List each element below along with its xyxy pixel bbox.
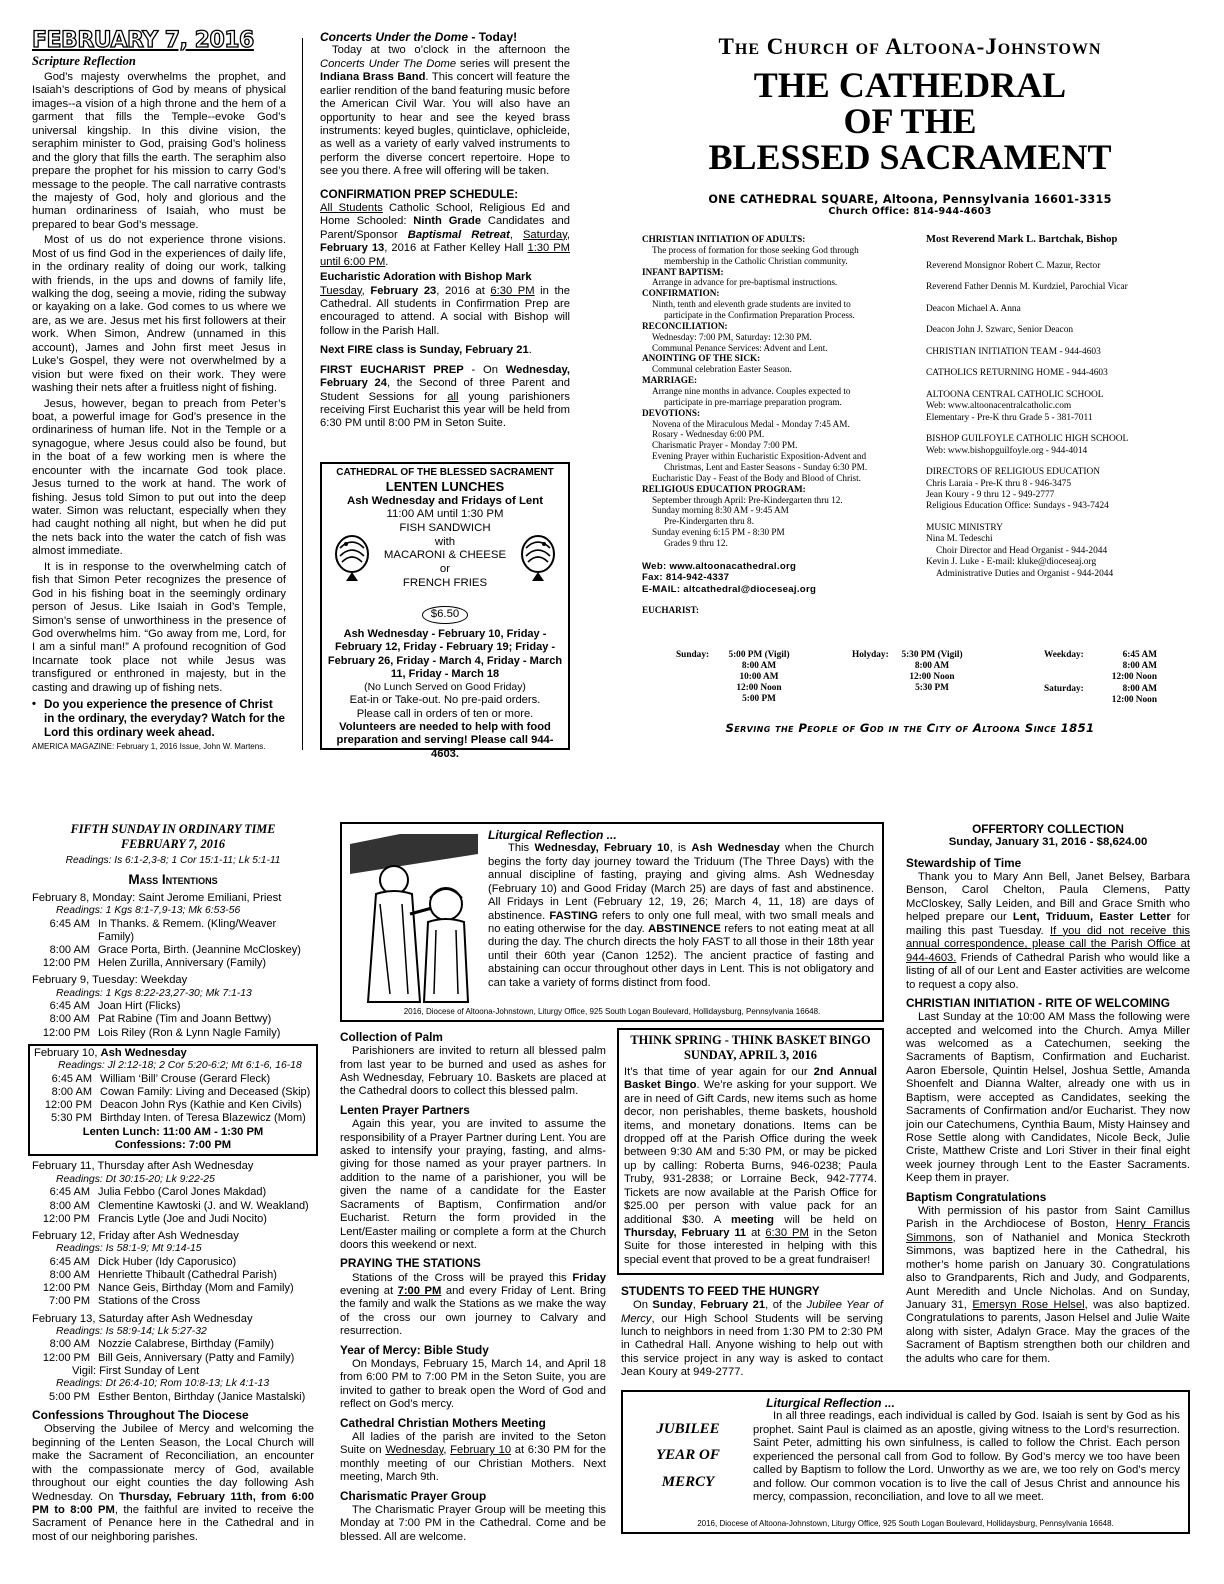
scripture-paragraph: Most of us do not experience throne visions. Most of us find God in the experiences of daily life, in the ordinary reality of doing our work, talking with friends, in the ups and downs of family life, walking the dog, seeing a movie, riding the subway or kayaking on a lake. God comes to us where we are, as we are. Jesus met his first followers at their work. When Simon, Andrew (unnamed in this account), James and John first meet Jesus in Luke’s Gospel, they were not overwhelmed by a vision but were fixed on their work. They were washing their nets after a fruitless night of fishing.	[32, 234, 286, 395]
price-badge: $6.50	[422, 606, 469, 624]
mass-time: 12:00 Noon	[909, 671, 955, 682]
directory-line: membership in the Catholic Christian community.	[664, 255, 848, 266]
masthead	[600, 33, 1220, 218]
directory-line: Sunday morning 8:30 AM - 9:45 AM	[652, 505, 789, 516]
directory-line: participate in the Confirmation Preparation Process.	[664, 310, 855, 321]
scripture-source: AMERICA MAGAZINE: February 1, 2016 Issue, John W. Martens.	[32, 741, 266, 751]
directory-line: Ninth, tenth and eleventh grade students are invited to	[652, 299, 851, 310]
mass-time: 12:00 Noon	[1111, 671, 1157, 682]
confirmation-heading: CONFIRMATION PREP SCHEDULE:	[320, 186, 519, 201]
office-phone: Church Office: 814-944-4603	[828, 206, 992, 218]
liturgical-reflection-box: Liturgical Reflection ... This Wednesday, February 10, is Ash Wednesday when the Church begins the forty day journey toward the Triduum (The Three Days) with the annual discipline of fasting, praying and giving alms. Ash Wednesday (February 10) and Good Friday (March 25) are days of fast and abstinence. All Fridays in Lent (February 12, 19, 26; March 4, 11, 18) are days of abstinence. FASTING refers to only one full meal, with two small meals and no eating otherwise for the day. ABSTINENCE refers to not eating meat at all during the day. The church directs the holy FAST to all those in their 18th year until their 60th year (Canon 1252). The ancient practice of fasting and abstaining can occur throughout other days in Lent. This is not obligatory and can take a variety of forms distinct from food. 2016, Diocese of Altoona-Johnstown, Liturgy Office, 925 South Logan Boulevard, Hollidaysburg, Pennsylvania 16648.	[340, 822, 884, 1022]
directory-line: Eucharistic Day - Feast of the Body and Blood of Christ.	[652, 472, 861, 483]
students-hunger: STUDENTS TO FEED THE HUNGRY On Sunday, February 21, of the Jubilee Year of Mercy, our High School Students will be serving lunch to neighbors in need from 1:30 PM to 2:30 PM in Cathedral Hall. Anyone wishing to help out with this service project in any way is asked to contact Jean Koury at 949-2777.	[621, 1284, 883, 1379]
mass-time: 5:30 PM (Vigil)	[901, 650, 963, 660]
mass-day: February 13, Saturday after Ash Wednesday	[32, 1312, 253, 1325]
lenten-lunches-box: CATHEDRAL OF THE BLESSED SACRAMENT LENTEN LUNCHES Ash Wednesday and Fridays of Lent 11:00 AM until 1:30 PM FISH SANDWICH with MACARONI & CHEESE or FRENCH FRIES $6.50 Ash Wednesday - February 10, Friday - February 12, Friday - February 19; Friday - February 26, Friday - March 4, Friday - March 11, Friday - March 18 (No Lunch Served on Good Friday) Eat-in or Take-out. No pre-paid orders. Please call in orders of ten or more. Volunteers are needed to help with food preparation and serving! Please call 944-4603.	[320, 462, 570, 750]
mass-day: February 11, Thursday after Ash Wednesday	[32, 1160, 254, 1173]
mass-time: 12:00 Noon	[736, 682, 782, 693]
mass-time: 8:00 AM	[914, 660, 950, 671]
concerts-text: Today at two o’clock in the afternoon the Concerts Under The Dome series will present the Indiana Brass Band. This concert will feature the earlier rendition of the band featuring music before the American Civil War. You will also have an opportunity to hear and see the keyed brass instruments: keyed bugles, quinticlave, ophicleide, as well as a variety of early valved instruments to perform the diverse concert repertoire. Hope to see you there. A free will offering will be taken.	[320, 44, 571, 178]
directory-line: Charismatic Prayer - Monday 7:00 PM.	[652, 440, 798, 451]
middle-bottom-left: Collection of Palm Parishioners are invited to return all blessed palm from last year to be burned and used as ashes for Ash Wednesday, February 10. Baskets are placed at the Cathedral doors to collect this blessed palm. Lenten Prayer Partners Again this year, you are invited to assume the responsibility of a Prayer Partner during Lent. You are asked to intensify your praying, fasting, and alms-giving for those named as your prayer partners. In addition to the name of a parishioner, you will be given the name of a candidate for the Easter Sacraments of Baptism, Confirmation and/or Eucharist. Return the form provided in the Lent/Easter mailing or complete a form at the Church doors this weekend or next. PRAYING THE STATIONS Stations of the Cross will be prayed this Friday evening at 7:00 PM and every Friday of Lent. Bring the family and walk the Stations as we make the way of the cross our own journey to Calvary and resurrection. Year of Mercy: Bible Study On Mondays, February 15, March 14, and April 18 from 6:00 PM to 7:00 PM in the Seton Suite, you are invited to gather to break open the Word of God and reflect on God’s mercy. Cathedral Christian Mothers Meeting All ladies of the parish are invited to the Seton Suite on Wednesday, February 10 at 6:30 PM for the monthly meeting of our Christian Mothers. Next meeting, March 9th. Charismatic Prayer Group The Charismatic Prayer Group will be meeting this Monday at 7:00 PM in the Cathedral. Come and be blessed. All are welcome.	[340, 1030, 606, 1543]
accs-web-link[interactable]: Web: www.altoonacentralcatholic.com	[926, 401, 1072, 412]
directory-line: Wednesday: 7:00 PM, Saturday: 12:30 PM.	[652, 331, 812, 342]
mass-time: 5:00 PM	[742, 693, 776, 704]
mass-time: 5:00 PM (Vigil)	[728, 650, 790, 660]
lenten-box-heading: LENTEN LUNCHES	[385, 479, 505, 494]
directory-line: CONFIRMATION:	[642, 288, 720, 299]
scripture-column	[32, 30, 286, 751]
mass-intention-row: 5:00 PM Esther Benton, Birthday (Janice Mastalski)	[49, 1390, 306, 1403]
bg-web-link[interactable]: Web: www.bishopguilfoyle.org - 944-4014	[926, 445, 1088, 456]
mass-intention-row: 8:00 AM Nozzie Calabrese, Birthday (Family)	[49, 1338, 275, 1351]
scripture-label: Scripture Reflection	[32, 54, 136, 68]
mass-intention-row: 12:00 PM Lois Riley (Ron & Lynn Nagle Family)	[42, 1026, 281, 1039]
directory-line: Pre-Kindergarten thru 8.	[664, 516, 754, 527]
jubilee-label: JUBILEE YEAR OF MERCY	[656, 1421, 720, 1490]
title-line-1: THE CATHEDRAL	[753, 64, 1067, 105]
directory-line: The process of formation for those seeking God through	[652, 244, 859, 255]
directory-line: Sunday evening 6:15 PM - 8:30 PM	[652, 527, 785, 538]
mass-intention-row: 12:00 PM Bill Geis, Anniversary (Patty and Family)	[42, 1351, 295, 1364]
directory-line: CHRISTIAN INITIATION OF ADULTS:	[642, 234, 806, 244]
bishop: Most Reverend Mark L. Bartchak, Bishop	[926, 234, 1118, 245]
confessions-text: Observing the Jubilee of Mercy and welcoming the beginning of the Lenten Season, the Local Church will make the Sacrament of Reconciliation, an encounter with the compassionate mercy of God, available throughout our eight counties the day following Ash Wednesday. On Thursday, February 11th, from 6:00 PM to 8:00 PM, the faithful are invited to receive the Sacrament of Penance here in the Cathedral and in most of our neighboring parishes.	[32, 1423, 314, 1543]
mass-intention-row: 12:00 PM Francis Lytle (Joe and Judi Nocito)	[42, 1212, 267, 1225]
mass-intention-row: 6:45 AM Joan Hirt (Flicks)	[49, 1000, 181, 1013]
mass-day: February 12, Friday after Ash Wednesday	[32, 1229, 239, 1242]
serving-tagline: Serving the People of God in the City of Altoona Since 1851	[725, 721, 1095, 735]
reflection-question: • Do you experience the presence of Christ in the ordinary, the everyday? Watch for the Lord this ordinary week ahead.	[32, 698, 285, 739]
mass-time: 8:00 AM	[1122, 684, 1157, 694]
address: ONE CATHEDRAL SQUARE, Altoona, Pennsylvania 16601-3315	[708, 192, 1112, 206]
fax: Fax: 814-942-4337	[642, 572, 730, 584]
email-link[interactable]: E-MAIL: altcathedral@dioceseaj.org	[642, 583, 817, 595]
ash-wednesday-illustration	[350, 834, 478, 1004]
directory-line: DEVOTIONS:	[642, 407, 701, 418]
bulletin-date: FEBRUARY 7, 2016	[32, 28, 254, 53]
mass-day: February 8, Monday: Saint Jerome Emiliani, Priest	[32, 891, 282, 904]
liturgical-reflection-text: This Wednesday, February 10, is Ash Wednesday when the Church begins the forty day journey toward the Triduum (The Three Days) with the annual discipline of fasting, praying and giving alms. Ash Wednesday (February 10) and Good Friday (March 25) are days of fast and abstinence. All Fridays in Lent (February 12, 19, 26; March 4, 11, 18) are days of abstinence. FASTING refers to only one full meal, with two small meals and no eating otherwise for the day. ABSTINENCE refers to not eating meat at all during the day. The church directs the holy FAST to all those in their 18th year until their 60th year (Canon 1252). The ancient practice of fasting and abstaining can occur throughout other days in Lent. This is not obligatory and can take a variety of forms distinct from food.	[488, 842, 875, 989]
basket-bingo-box: THINK SPRING - THINK BASKET BINGO SUNDAY, APRIL 3, 2016 It’s that time of year again for our 2nd Annual Basket Bingo. We’re asking for your support. We are in need of Gift Cards, new items such as home decor, non perishables, theme baskets, houshold items, and monetary donations. Items can be dropped off at the Parish Office during the week between 9:30 AM and 5:30 PM, or may be picked up by calling: Roberta Burns, 946-0238; Paula Truby, 931-2838; or Lorraine Beck, 942-7774. Tickets are now available at the Parish Office for $25.00 per person with value pack for an additional $30. A meeting will be held on Thursday, February 11 at 6:30 PM in the Seton Suite for those interested in helping with this special event that proved to be a great fundraiser!	[617, 1028, 884, 1275]
mass-intention-row: 8:00 AM Pat Rabine (Tim and Joann Bettwy)	[49, 1013, 272, 1026]
fish-icon	[332, 530, 372, 582]
mass-intentions-heading: Mass Intentions	[128, 871, 218, 887]
jubilee-reflection-box: Liturgical Reflection ... JUBILEE YEAR OF MERCY In all three readings, each individual is called by God. Isaiah is sent by God as his prophet. Saint Paul is claimed as an apostle, giving witness to the Lord’s resurrection. Saint Peter, admitting his own sinfulness, is called to follow the Christ. Each person experienced the personal call from God to follow. By God’s mercy we too have been called by Baptism to follow the Lord. Unworthy as we are, we too rely on God’s mercy and follow. Our common vocation is to live the call of Jesus Christ and announce his mercy, compassion, reconciliation, and love to all we meet. 2016, Diocese of Altoona-Johnstown, Liturgy Office, 925 South Logan Boulevard, Hollidaysburg, Pennsylvania 16648.	[621, 1390, 1190, 1534]
directory: CHRISTIAN INITIATION OF ADULTS: The process of formation for those seeking God through membership in the Catholic Christian community. INFANT BAPTISM: Arrange in advance for pre-baptismal instructions. CONFIRMATION: Ninth, tenth and eleventh grade students are invited to participate in the Confirmation Preparation Process. RECONCILIATION: Wednesday: 7:00 PM, Saturday: 12:30 PM. Communal Penance Services: Advent and Lent. ANOINTING OF THE SICK: Communal celebration Easter Season. MARRIAGE: Arrange nine months in advance. Couples expected to participate in pre-marriage preparation program. DEVOTIONS: Novena of the Miraculous Medal - Monday 7:45 AM. Rosary - Wednesday 6:00 PM. Charismatic Prayer - Monday 7:00 PM. Evening Prayer within Eucharistic Exposition-Advent and Christmas, Lent and Easter Seasons - Sunday 6:30 PM. Eucharistic Day - Feast of the Body and Blood of Christ. RELIGIOUS EDUCATION PROGRAM: September through April: Pre-Kindergarten thru 12. Sunday morning 8:30 AM - 9:45 AM Pre-Kindergarten thru 8. Sunday evening 6:15 PM - 8:30 PM Grades 9 thru 12. Web: www.altoonacathedral.org Fax: 814-942-4337 E-MAIL: altcathedral@dioceseaj.org EUCHARIST:	[642, 234, 912, 616]
scripture-paragraph: It is in response to the overwhelming catch of fish that Simon Peter recognizes the presence of God in his fishing boat in the seemingly ordinary person of Jesus. Like Isaiah in God’s Temple, Simon’s sense of unworthiness in the presence of God overwhelms him. “Go away from me, Lord, for I am a sinful man!” A profound recognition of God Incarnate took place not while Jesus was transfigured or enthroned in majesty, but in the casting and drawing up of fishing nets.	[32, 560, 286, 694]
mass-time: 8:00 AM	[741, 660, 777, 671]
mass-time: 5:30 PM	[915, 682, 949, 693]
title-line-3: BLESSED SACRAMENT	[708, 136, 1112, 177]
scripture-paragraph: Jesus, however, began to preach from Peter’s boat, a powerful image for God’s presence in the ordinariness of human life. Not in the Temple or a synagogue, where Jesus could also be found, but in the boat of a few working men is where the encounter with the incarnate God took place. Jesus turned to the work at hand. The work of fishing. Jesus told Simon to put out into the deep water. Simon was reluctant, especially when they had caught nothing all night, but when he did put the nets back into the water the catch of fish was almost immediate.	[32, 397, 286, 558]
directory-line: Communal celebration Easter Season.	[652, 364, 792, 375]
concerts-heading: Concerts Under the Dome - Today!	[320, 30, 518, 44]
directory-line: Christmas, Lent and Easter Seasons - Sunday 6:30 PM.	[664, 462, 868, 473]
mass-intention-row: 8:00 AM Cowan Family: Living and Deceased (Skip)	[51, 1085, 311, 1098]
eucharist-schedule: Sunday: 5:00 PM (Vigil) 8:00 AM 10:00 AM 12:00 Noon 5:00 PM Holyday: 5:30 PM (Vigil) 8:00 AM 12:00 Noon 5:30 PM Weekday: 6:45 AM 8:00 AM 12:00 Noon Saturday: 8:00 AM 12:00 Noon	[676, 650, 1157, 705]
mass-intention-row: 12:00 PM Deacon John Rys (Kathie and Ken Civils)	[44, 1099, 302, 1112]
directory-line: ANOINTING OF THE SICK:	[642, 353, 761, 364]
adoration-heading: Eucharistic Adoration with Bishop Mark	[320, 271, 532, 284]
mass-time: 12:00 Noon	[1111, 694, 1157, 705]
directory-line: participate in pre-marriage preparation program.	[664, 396, 842, 407]
lenten-box-title: CATHEDRAL OF THE BLESSED SACRAMENT	[336, 467, 554, 478]
directory-line: Arrange nine months in advance. Couples expected to	[652, 386, 851, 397]
directory-line: Communal Penance Services: Advent and Lent.	[652, 342, 828, 353]
mass-intention-row: 12:00 PM Helen Zurilla, Anniversary (Family)	[42, 957, 267, 970]
right-column: OFFERTORY COLLECTION Sunday, January 31, 2016 - $8,624.00 Stewardship of Time Thank you to Mary Ann Bell, Janet Belsey, Barbara Benson, Carol Chelton, Paula Clemens, Patty McCloskey, Sally Leiden, and Bill and Grace Smith who helped prepare our Lent, Triduum, Easter Letter for mailing this past Tuesday. If you did not receive this annual correspondence, please call the Parish Office at 944-4603. Friends of Cathedral Parish who would like a listing of all of our Lent and Easter activities are welcome to request a copy also. CHRISTIAN INITIATION - RITE OF WELCOMING Last Sunday at the 10:00 AM Mass the following were accepted and welcomed into the Church. Amya Miller was welcomed as a Catechumen, seeking the Sacraments of Baptism, Confirmation and Eucharist. Aaron Ebersole, Quintin Helsel, Joshua Settle, Amanda Shoenfelt and Dianna Walter, already one with us in Baptism, were accepted as Candidates, seeking the Sacraments of Confirmation and/or Eucharist. They now join our Catechumens, Cynthia Baum, Misty Hainsey and Rose Settle along with Candidates, Nicole Beck, Julie Criste, Matthew Criste and Lori Stiver in their final eight week journey through Lent to the Easter Sacraments. Keep them in prayer. Baptism Congratulations With permission of his pastor from Saint Camillus Parish in the Archdiocese of Boston, Henry Francis Simmons, son of Nathaniel and Monica Steckroth Simmons, was baptized here in the Cathedral, his mother’s home parish on January 30. Congratulations also to Grandparents, Rich and Judy, and Godparents, Aunt Meredith and Uncle Nicholas. And on Sunday, January 31, Emersyn Rose Helsel, was also baptized. Congratulations to parents, Jason Helsel and Julie Waite along with sister, Adalyn Grace. May the graces of the Sacrament of Baptism strengthen both our children and the adults who care for them.	[906, 822, 1190, 1365]
adoration-text: Tuesday, February 23, 2016 at 6:30 PM in the Cathedral. All students in Confirmation Prep are encouraged to attend. A social with Bishop will follow in the Parish Hall.	[320, 284, 571, 337]
mass-intention-row: 8:00 AM Clementine Kawtoski (J. and W. Weakland)	[49, 1199, 309, 1212]
mass-intentions-column: FIFTH SUNDAY IN ORDINARY TIME FEBRUARY 7, 2016 Readings: Is 6:1-2,3-8; 1 Cor 15:1-11; Lk 5:1-11 Mass Intentions February 8, Monday: Saint Jerome Emiliani, Priest Readings: 1 Kgs 8:1-7,9-13; Mk 6:53-56 6:45 AM In Thanks. & Remem. (Kling/Weaver Family) 8:00 AM Grace Porta, Birth. (Jeannine McCloskey) 12:00 PM Helen Zurilla, Anniversary (Family) February 9, Tuesday: Weekday Readings: 1 Kgs 8:22-23,27-30; Mk 7:1-13 6:45 AM Joan Hirt (Flicks) 8:00 AM Pat Rabine (Tim and Joann Bettwy) 12:00 PM Lois Riley (Ron & Lynn Nagle Family) February 10, Ash Wednesday Readings: Jl 2:12-18; 2 Cor 5:20-6:2; Mt 6:1-6, 16-18 6:45 AM William ‘Bill’ Crouse (Gerard Fleck) 8:00 AM Cowan Family: Living and Deceased (Skip) 12:00 PM Deacon John Rys (Kathie and Ken Civils) 5:30 PM Birthday Inten. of Teresa Blazewicz (Mom) Lenten Lunch: 11:00 AM - 1:30 PM Confessions: 7:00 PM February 11, Thursday after Ash Wednesday Readings: Dt 30:15-20; Lk 9:22-25 6:45 AM Julia Febbo (Carol Jones Makdad) 8:00 AM Clementine Kawtoski (J. and W. Weakland) 12:00 PM Francis Lytle (Joe and Judi Nocito) February 12, Friday after Ash Wednesday Readings: Is 58:1-9; Mt 9:14-15 6:45 AM Dick Huber (Idy Caporusico) 8:00 AM Henriette Thibault (Cathedral Parish) 12:00 PM Nance Geis, Birthday (Mom and Family) 7:00 PM Stations of the Cross February 13, Saturday after Ash Wednesday Readings: Is 58:9-14; Lk 5:27-32 8:00 AM Nozzie Calabrese, Birthday (Family) 12:00 PM Bill Geis, Anniversary (Patty and Family) Vigil: First Sunday of Lent Readings: Dt 26:4-10; Rom 10:8-13; Lk 4:1-13 5:00 PM Esther Benton, Birthday (Janice Mastalski) Confessions Throughout The Diocese Observing the Jubilee of Mercy and welcoming the beginning of the Lenten Season, the Local Church will make the Sacrament of Reconciliation, an encounter with the compassionate mercy of God, available throughout our eight counties the day following Ash Wednesday. On Thursday, February 11th, from 6:00 PM to 8:00 PM, the faithful are invited to receive the Sacrament of Penance here in the Cathedral and in most of our neighboring parishes.	[32, 822, 314, 1546]
directory-line: Novena of the Miraculous Medal - Monday 7:45 AM.	[652, 418, 850, 429]
ash-wednesday-box: February 10, Ash Wednesday Readings: Jl 2:12-18; 2 Cor 5:20-6:2; Mt 6:1-6, 16-18 6:45 AM William ‘Bill’ Crouse (Gerard Fleck) 8:00 AM Cowan Family: Living and Deceased (Skip) 12:00 PM Deacon John Rys (Kathie and Ken Civils) 5:30 PM Birthday Inten. of Teresa Blazewicz (Mom) Lenten Lunch: 11:00 AM - 1:30 PM Confessions: 7:00 PM	[28, 1044, 318, 1157]
mass-intention-row: 8:00 AM Henriette Thibault (Cathedral Parish)	[49, 1269, 277, 1281]
mass-intention-row: 6:45 AM William ‘Bill’ Crouse (Gerard Fleck)	[51, 1072, 271, 1085]
directory-line: Grades 9 thru 12.	[664, 538, 728, 549]
mass-intention-row: 8:00 AM Grace Porta, Birth. (Jeannine McCloskey)	[49, 944, 301, 956]
mass-intention-row: 5:30 PM Birthday Inten. of Teresa Blazewicz (Mom)	[51, 1112, 306, 1125]
mass-intention-row: 6:45 AM Julia Febbo (Carol Jones Makdad)	[49, 1186, 267, 1199]
directory-line: RECONCILIATION:	[642, 320, 728, 331]
directory-line: Evening Prayer within Eucharistic Exposition-Advent and	[652, 451, 867, 462]
directory-line: Arrange in advance for pre-baptismal instructions.	[652, 277, 838, 288]
mass-intention-row: 7:00 PM Stations of the Cross	[49, 1295, 201, 1308]
middle-column	[320, 30, 570, 433]
mass-time: 6:45 AM	[1122, 650, 1157, 660]
directory-line: RELIGIOUS EDUCATION PROGRAM:	[642, 483, 806, 494]
fish-icon	[518, 530, 558, 582]
column-divider	[302, 38, 303, 750]
directory-line: INFANT BAPTISM:	[642, 266, 724, 277]
title-line-2: OF THE	[843, 100, 977, 141]
staff-list: Most Reverend Mark L. Bartchak, Bishop Reverend Monsignor Robert C. Mazur, Rector Reverend Father Dennis M. Kurdziel, Parochial Vicar Deacon Michael A. Anna Deacon John J. Szwarc, Senior Deacon CHRISTIAN INITIATION TEAM - 944-4603 CATHOLICS RETURNING HOME - 944-4603 ALTOONA CENTRAL CATHOLIC SCHOOL Web: www.altoonacentralcatholic.com Elementary - Pre-K thru Grade 5 - 381-7011 BISHOP GUILFOYLE CATHOLIC HIGH SCHOOL Web: www.bishopguilfoyle.org - 944-4014 DIRECTORS OF RELIGIOUS EDUCATION Chris Laraia - Pre-K thru 8 - 946-3475 Jean Koury - 9 thru 12 - 949-2777 Religious Education Office: Sundays - 943-7424 MUSIC MINISTRY Nina M. Tedeschi Choir Director and Head Organist - 944-2044 Kevin J. Luke - E-mail: kluke@dioceseaj.org Administrative Duties and Organist - 944-2044	[926, 234, 1186, 580]
directory-line: MARRIAGE:	[642, 375, 698, 386]
church-line: The Church of Altoona-Johnstown	[718, 34, 1102, 59]
confirmation-text: All Students Catholic School, Religious Ed and Home Schooled: Ninth Grade Candidates and Parent/Sponsor Baptismal Retreat, Saturday, February 13, 2016 at Father Kelley Hall 1:30 PM until 6:00 PM.	[320, 201, 570, 268]
confessions-heading: Confessions Throughout The Diocese	[32, 1407, 249, 1422]
mass-time: 8:00 AM	[1122, 660, 1157, 671]
directory-line: Rosary - Wednesday 6:00 PM.	[652, 429, 765, 440]
scripture-paragraph: God’s majesty overwhelms the prophet, and Isaiah’s descriptions of God by means of physical images--a vision of a high throne and the hem of a garment that fills the Temple--evoke God’s universal kingship. In this divine vision, the seraphim minister to God, praising God’s holiness and the glory that fills the earth. The seraphim also prepare the prophet for his mission to carry God’s message to the people. The call narrative contrasts the majesty of God, holy and glorious and the human ordinariness of Isaiah, who must be prepared to bear God’s message.	[32, 71, 286, 231]
mass-intention-row: 12:00 PM Nance Geis, Birthday (Mom and Family)	[42, 1282, 294, 1295]
web-link[interactable]: Web: www.altoonacathedral.org	[642, 560, 797, 572]
mass-intention-row: 6:45 AM Dick Huber (Idy Caporusico)	[49, 1255, 237, 1268]
mass-intention-row: 6:45 AM In Thanks. & Remem. (Kling/Weaver Family)	[49, 917, 277, 943]
mass-time: 10:00 AM	[739, 671, 779, 682]
mass-day: February 9, Tuesday: Weekday	[32, 974, 188, 987]
fire-class: Next FIRE class is Sunday, February 21.	[320, 344, 532, 357]
directory-line: September through April: Pre-Kindergarten thru 12.	[652, 494, 843, 505]
first-eucharist-text: FIRST EUCHARIST PREP - On Wednesday, February 24, the Second of three Parent and Student Sessions for all young parishioners receiving First Eucharist this year will be held from 6:30 PM until 8:00 PM in Seton Suite.	[320, 363, 571, 430]
bullet-icon: •	[32, 698, 36, 711]
